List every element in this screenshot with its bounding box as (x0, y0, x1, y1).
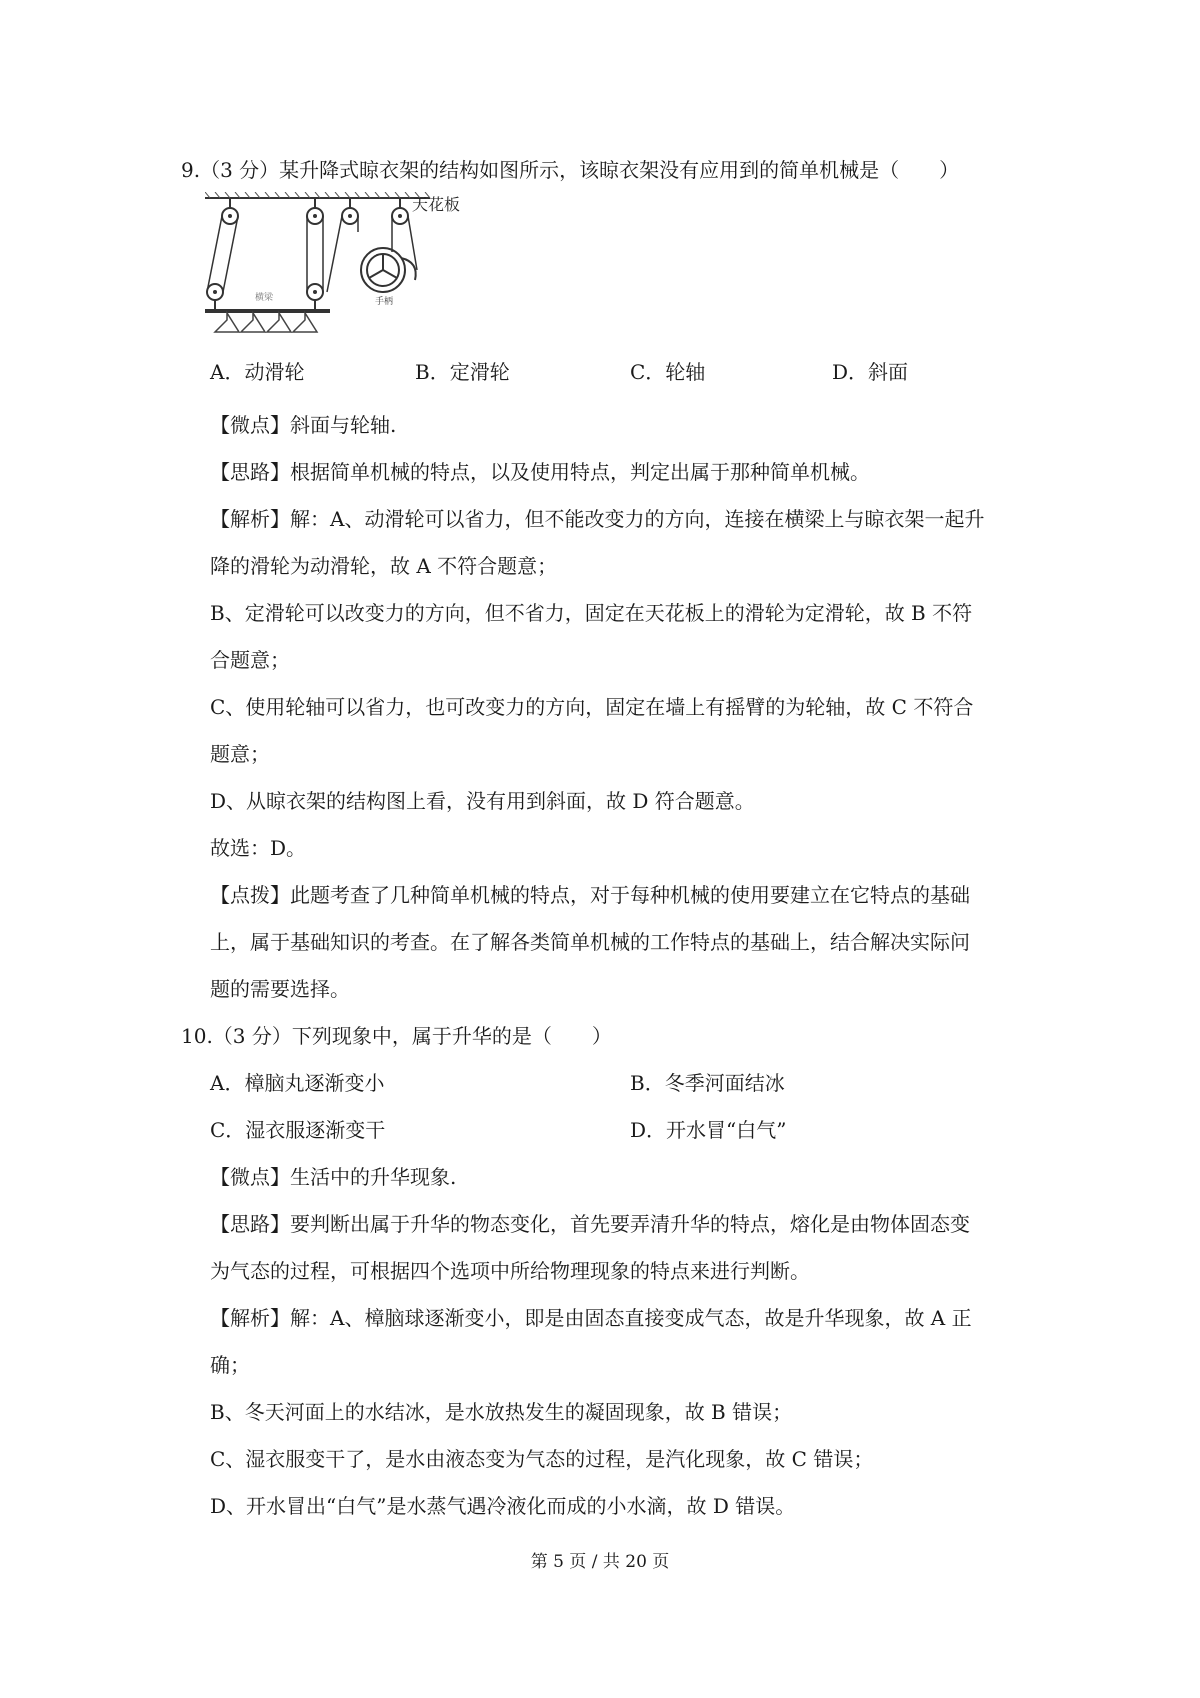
q9-option-b: B．定滑轮 (415, 360, 510, 384)
q10-jiexi-line: 确； (210, 1353, 250, 1377)
q10-weidian: 【微点】生活中的升华现象. (210, 1165, 457, 1189)
q10-option-d: D．开水冒“白气” (630, 1118, 787, 1142)
q9-option-c: C．轮轴 (630, 360, 706, 384)
q10-option-a: A．樟脑丸逐渐变小 (210, 1071, 385, 1095)
clothes-rack-diagram (205, 192, 525, 350)
q9-silu: 【思路】根据简单机械的特点，以及使用特点，判定出属于那种简单机械。 (210, 460, 870, 484)
page-footer: 第 5 页 / 共 20 页 (530, 1552, 670, 1572)
q9-answer: 故选：D。 (210, 836, 307, 860)
beam-label: 横梁 (255, 293, 274, 303)
q9-option-a: A．动滑轮 (210, 360, 305, 384)
q9-jiexi-line: B、定滑轮可以改变力的方向，但不省力，固定在天花板上的滑轮为定滑轮，故 B 不符 (210, 601, 973, 625)
ceiling-label: 天花板 (412, 195, 461, 214)
q10-jiexi-line: C、湿衣服变干了，是水由液态变为气态的过程，是汽化现象，故 C 错误； (210, 1447, 874, 1471)
q10-silu-line: 【思路】要判断出属于升华的物态变化，首先要弄清升华的特点，熔化是由物体固态变 (210, 1212, 970, 1236)
q9-jiexi-line: 合题意； (210, 648, 290, 672)
handle-label: 手柄 (375, 297, 394, 307)
q10-stem: 10.（3 分）下列现象中，属于升华的是（ ） (181, 1024, 612, 1048)
q10-option-b: B．冬季河面结冰 (630, 1071, 785, 1095)
q9-option-d: D．斜面 (832, 360, 909, 384)
q9-jiexi-line: C、使用轮轴可以省力，也可改变力的方向，固定在墙上有摇臂的为轮轴，故 C 不符合 (210, 695, 974, 719)
q10-jiexi-line: B、冬天河面上的水结冰，是水放热发生的凝固现象，故 B 错误； (210, 1400, 793, 1424)
q9-jiexi-line: 【解析】解：A、动滑轮可以省力，但不能改变力的方向，连接在横梁上与晾衣架一起升 (210, 507, 985, 531)
clothes-rack-figure (205, 192, 525, 350)
q9-weidian: 【微点】斜面与轮轴. (210, 413, 397, 437)
q9-dianbo-line: 题的需要选择。 (210, 977, 350, 1001)
q9-jiexi-line: 题意； (210, 742, 270, 766)
q10-silu-line: 为气态的过程，可根据四个选项中所给物理现象的特点来进行判断。 (210, 1259, 810, 1283)
q9-jiexi-line: D、从晾衣架的结构图上看，没有用到斜面，故 D 符合题意。 (210, 789, 755, 813)
q9-stem: 9.（3 分）某升降式晾衣架的结构如图所示，该晾衣架没有应用到的简单机械是（ ） (181, 158, 960, 182)
q10-jiexi-line: 【解析】解：A、樟脑球逐渐变小，即是由固态直接变成气态，故是升华现象，故 A 正 (210, 1306, 972, 1330)
q9-dianbo-line: 【点拨】此题考查了几种简单机械的特点，对于每种机械的使用要建立在它特点的基础 (210, 883, 970, 907)
q10-option-c: C．湿衣服逐渐变干 (210, 1118, 386, 1142)
q9-dianbo-line: 上，属于基础知识的考查。在了解各类简单机械的工作特点的基础上，结合解决实际问 (210, 930, 970, 954)
q10-jiexi-line: D、开水冒出“白气”是水蒸气遇冷液化而成的小水滴，故 D 错误。 (210, 1494, 796, 1518)
q9-jiexi-line: 降的滑轮为动滑轮，故 A 不符合题意； (210, 554, 558, 578)
